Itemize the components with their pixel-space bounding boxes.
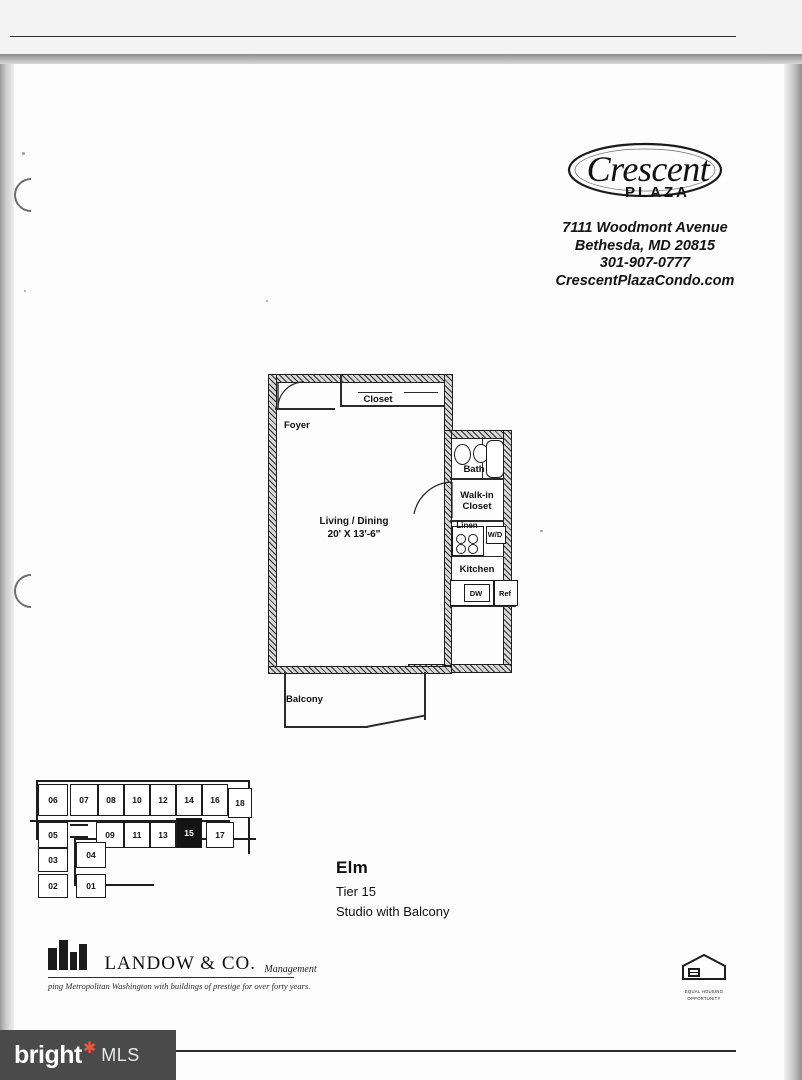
closet-wall-left <box>340 374 342 406</box>
watermark-brand: bright <box>14 1040 82 1069</box>
keymap-unit-03[interactable]: 03 <box>38 848 68 872</box>
keymap-unit-15-highlighted[interactable]: 15 <box>176 818 202 848</box>
scan-speck <box>266 300 268 302</box>
balcony-rail-bottom <box>284 726 368 728</box>
label-balcony: Balcony <box>286 694 323 705</box>
wall-living-right <box>444 374 453 438</box>
floor-plan-drawing <box>258 368 548 743</box>
wall-right <box>503 430 512 672</box>
label-bath: Bath <box>463 464 485 475</box>
scan-bottom-rule <box>176 1050 736 1052</box>
closet-wall-bottom <box>340 405 444 407</box>
landow-company-name: LANDOW & CO. <box>104 953 256 974</box>
label-closet: Closet <box>363 394 393 405</box>
hole-punch-mark-bottom <box>7 567 55 615</box>
label-walkin-closet-line1: Walk-in <box>460 490 494 501</box>
bath-wall-bottom <box>450 478 504 480</box>
watermark-accent-dot-icon: ✱ <box>82 1040 97 1057</box>
equal-housing-opportunity-logo <box>678 952 730 1001</box>
keymap-unit-08[interactable]: 08 <box>98 784 124 816</box>
cooktop-burner <box>456 534 466 544</box>
label-foyer: Foyer <box>284 420 310 431</box>
brand-address <box>540 220 750 290</box>
keymap-stair-mark <box>70 836 88 838</box>
kitchen-counter-edge <box>450 606 516 607</box>
keymap-unit-16[interactable]: 16 <box>202 784 228 816</box>
equal-housing-line-2: OPPORTUNITY <box>687 996 721 1001</box>
hole-punch-mark-top <box>7 171 55 219</box>
crescent-plaza-logo-block <box>540 140 750 290</box>
keymap-unit-07[interactable]: 07 <box>70 784 98 816</box>
unit-caption <box>336 858 449 919</box>
logo-script-name: Crescent <box>586 149 710 189</box>
landow-company-sub: Management <box>264 964 317 975</box>
landow-logo-icon <box>48 938 94 975</box>
keymap-unit-14[interactable]: 14 <box>176 784 202 816</box>
logo-sub-name: PLAZA <box>625 184 690 201</box>
closet-door-line <box>358 392 392 393</box>
label-linen: Linen <box>456 521 478 530</box>
scan-speck <box>22 152 25 155</box>
label-living-dining-dimensions: 20' X 13'-6" <box>327 529 381 540</box>
cooktop-burner <box>468 544 478 554</box>
keymap-outline-top <box>36 780 250 782</box>
address-line-1: 7111 Woodmont Avenue <box>562 220 728 236</box>
keymap-unit-05[interactable]: 05 <box>38 822 68 848</box>
walkin-door-swing <box>408 480 454 522</box>
equal-housing-line-1: EQUAL HOUSING <box>684 989 724 994</box>
landow-divider <box>48 977 294 978</box>
keymap-unit-04[interactable]: 04 <box>76 842 106 868</box>
linen-wall-bottom <box>450 556 504 557</box>
label-refrigerator: Ref <box>498 589 512 598</box>
keymap-unit-18[interactable]: 18 <box>228 788 252 818</box>
bright-mls-watermark <box>0 1030 176 1080</box>
keymap-unit-11[interactable]: 11 <box>124 822 150 848</box>
keymap-unit-13[interactable]: 13 <box>150 822 176 848</box>
wall-left <box>268 374 277 674</box>
unit-tier: Tier 15 <box>336 884 376 899</box>
cooktop-burner <box>468 534 478 544</box>
landow-footer <box>48 938 348 991</box>
keymap-unit-10[interactable]: 10 <box>124 784 150 816</box>
keymap-unit-01[interactable]: 01 <box>76 874 106 898</box>
cooktop-burner <box>456 544 466 554</box>
scan-speck <box>24 290 26 292</box>
logo-oval-mark <box>565 140 725 212</box>
wall-living-right-lower <box>444 430 452 666</box>
landow-tagline: ping Metropolitan Washington with buildings of prestige for over forty years. <box>48 981 311 991</box>
toilet-fixture <box>454 444 471 465</box>
brand-phone: 301-907-0777 <box>599 255 691 271</box>
balcony-rail-diagonal <box>366 715 425 728</box>
label-kitchen: Kitchen <box>459 564 495 575</box>
wall-bath-top <box>444 430 512 439</box>
brand-website: CrescentPlazaCondo.com <box>555 272 735 289</box>
equal-housing-icon <box>681 952 727 982</box>
label-dishwasher: DW <box>469 589 483 598</box>
keymap-unit-09[interactable]: 09 <box>96 822 124 848</box>
label-living-dining: Living / Dining <box>319 516 389 527</box>
unit-name: Elm <box>336 858 369 877</box>
closet-door-line-2 <box>404 392 438 393</box>
scan-top-strip <box>0 0 802 62</box>
label-washer-dryer: W/D <box>487 530 503 539</box>
watermark-suffix: MLS <box>101 1044 140 1065</box>
unit-description: Studio with Balcony <box>336 904 450 919</box>
keymap-unit-17[interactable]: 17 <box>206 822 234 848</box>
scan-top-rule <box>10 36 736 37</box>
label-walkin-closet-line2: Closet <box>462 501 492 512</box>
address-line-2: Bethesda, MD 20815 <box>574 237 716 254</box>
entry-door-swing <box>276 380 320 410</box>
balcony-wall-right <box>424 672 426 720</box>
scan-shadow-band <box>0 54 802 64</box>
keymap-elevator-mark <box>70 824 88 826</box>
scan-right-edge <box>784 0 802 1080</box>
keymap-unit-12[interactable]: 12 <box>150 784 176 816</box>
scan-left-edge <box>0 0 14 1080</box>
building-tier-keymap <box>30 780 260 900</box>
keymap-unit-02[interactable]: 02 <box>38 874 68 898</box>
keymap-unit-06[interactable]: 06 <box>38 784 68 816</box>
